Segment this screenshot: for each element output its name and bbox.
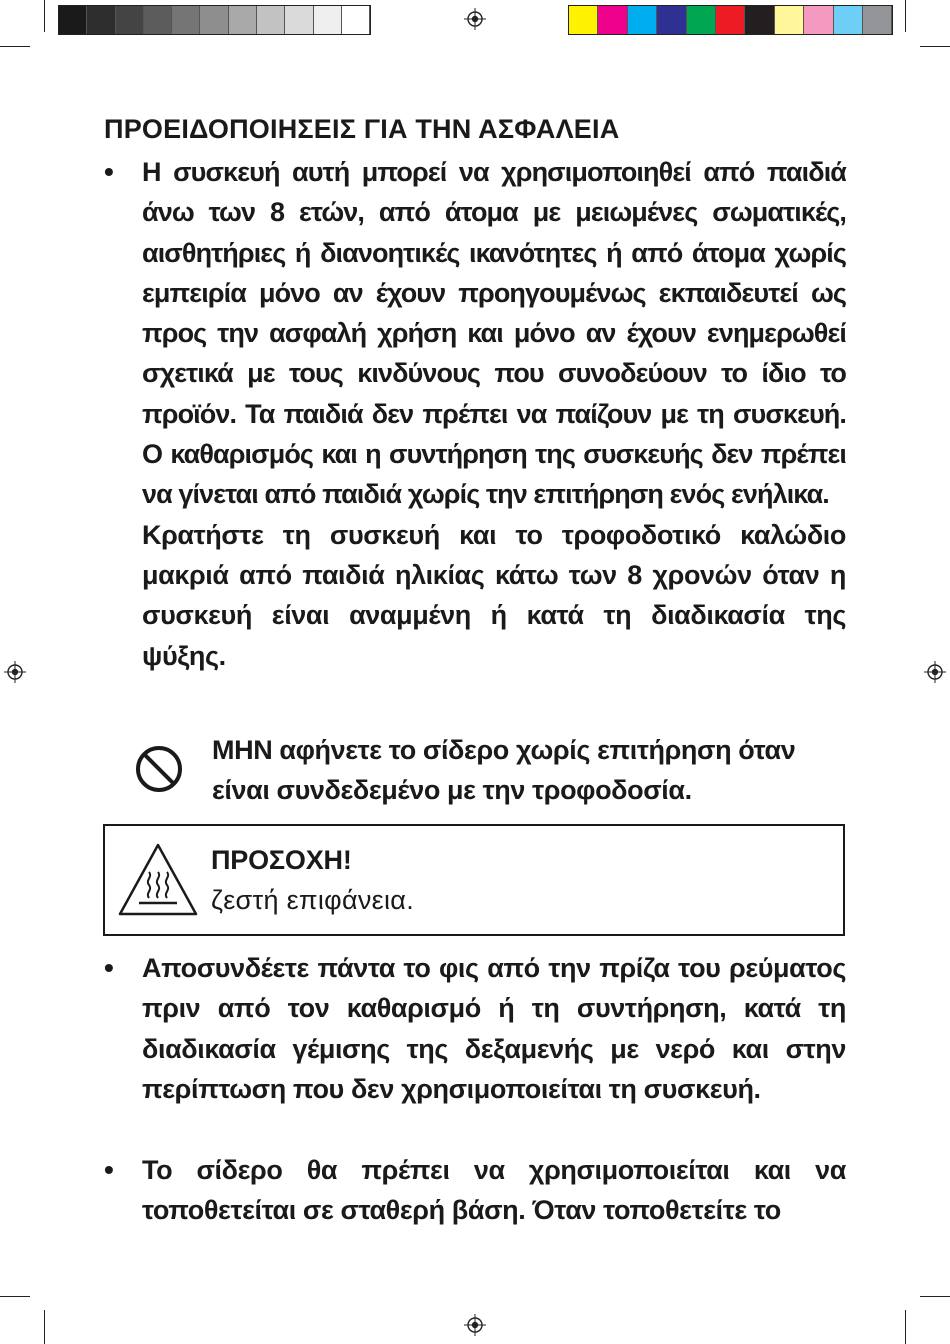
crop-mark xyxy=(905,1310,906,1344)
color-swatch xyxy=(834,6,863,34)
color-calibration-bar xyxy=(568,5,893,35)
color-swatch xyxy=(775,6,804,34)
caution-box xyxy=(103,824,845,936)
gray-swatch xyxy=(257,6,285,34)
crop-mark xyxy=(0,1296,30,1297)
gray-swatch xyxy=(342,6,370,34)
crop-mark xyxy=(920,1296,950,1297)
caution-heading: ΠΡΟΣΟΧΗ! xyxy=(211,845,352,875)
gray-swatch xyxy=(144,6,172,34)
bullet-item-children-safety xyxy=(104,152,846,676)
crop-mark xyxy=(0,46,30,47)
color-swatch xyxy=(745,6,774,34)
bullet-item-unplug xyxy=(104,948,846,1109)
registration-mark-icon xyxy=(924,661,946,683)
bullet-item-stable-surface xyxy=(104,1150,846,1231)
registration-mark-icon xyxy=(4,661,26,683)
prohibition-notice xyxy=(134,730,846,811)
registration-mark-icon xyxy=(464,8,486,30)
color-swatch xyxy=(598,6,627,34)
crop-mark xyxy=(44,1310,45,1344)
color-swatch xyxy=(569,6,598,34)
color-swatch xyxy=(657,6,686,34)
paragraph-children-use: Η συσκευή αυτή μπορεί να χρησιμοποιηθεί από παιδιά άνω των 8 ετών, από άτομα με μειωμένες σωματικές, αισθητήριες ή διανοητικές ικανότητες ή από άτομα χωρίς εμπειρία μόνο αν έχουν προηγουμένως εκπαιδευτεί ως προς την ασφαλή χρήση και μόνο αν έχουν ενημερωθεί σχετικά με τους κινδύνους που συνοδεύουν το ίδιο το προϊόν. Τα παιδιά δεν πρέπει να παίζουν με τη συσκευή. Ο καθαρισμός και η συντήρηση της συσκευής δεν πρέπει να γίνεται από παιδιά χωρίς την επιτήρηση ενός ενήλικα. xyxy=(142,157,846,510)
crop-mark xyxy=(44,0,45,32)
registration-mark-icon xyxy=(464,1314,486,1336)
crop-mark xyxy=(920,46,950,47)
gray-swatch xyxy=(116,6,144,34)
page-title: ΠΡΟΕΙΔΟΠΟΙΗΣΕΙΣ ΓΙΑ ΤΗΝ ΑΣΦΑΛΕΙΑ xyxy=(104,114,620,144)
bullet-icon: • xyxy=(104,1154,114,1185)
gray-swatch xyxy=(59,6,87,34)
caution-description: ζεστή επιφάνεια. xyxy=(211,885,415,915)
grayscale-calibration-bar xyxy=(58,5,371,35)
gray-swatch xyxy=(172,6,200,34)
color-swatch xyxy=(628,6,657,34)
gray-swatch xyxy=(229,6,257,34)
gray-swatch xyxy=(314,6,342,34)
prohibition-text: ΜΗΝ αφήνετε το σίδερο χωρίς επιτήρηση όταν είναι συνδεδεμένο με την τροφοδοσία. xyxy=(212,735,796,806)
color-swatch xyxy=(687,6,716,34)
bullet-icon: • xyxy=(104,156,114,187)
prohibited-icon xyxy=(134,744,184,794)
color-swatch xyxy=(863,6,892,34)
paragraph-unplug: Αποσυνδέετε πάντα το φις από την πρίζα του ρεύματος πριν από τον καθαρισμό ή τη συντήρηση, κατά τη διαδικασία γέμισης της δεξαμενής με νερό και στην περίπτωση που δεν χρησιμοποιείται τη συσκευή. xyxy=(142,953,846,1104)
gray-swatch xyxy=(87,6,115,34)
paragraph-stable-surface: Το σίδερο θα πρέπει να χρησιμοποιείται και να τοποθετείται σε σταθερή βάση. Όταν τοποθετείτε το xyxy=(142,1155,846,1226)
gray-swatch xyxy=(285,6,313,34)
caution-text-group xyxy=(211,840,414,920)
hot-surface-warning-icon xyxy=(117,842,199,918)
color-swatch xyxy=(804,6,833,34)
color-swatch xyxy=(716,6,745,34)
bullet-icon: • xyxy=(104,952,114,983)
paragraph-keep-away: Κρατήστε τη συσκευή και το τροφοδοτικό καλώδιο μακριά από παιδιά ηλικίας κάτω των 8 χρονών όταν η συσκευή είναι αναμμένη ή κατά τη διαδικασία της ψύξης. xyxy=(142,519,846,671)
crop-mark xyxy=(905,0,906,32)
gray-swatch xyxy=(200,6,228,34)
